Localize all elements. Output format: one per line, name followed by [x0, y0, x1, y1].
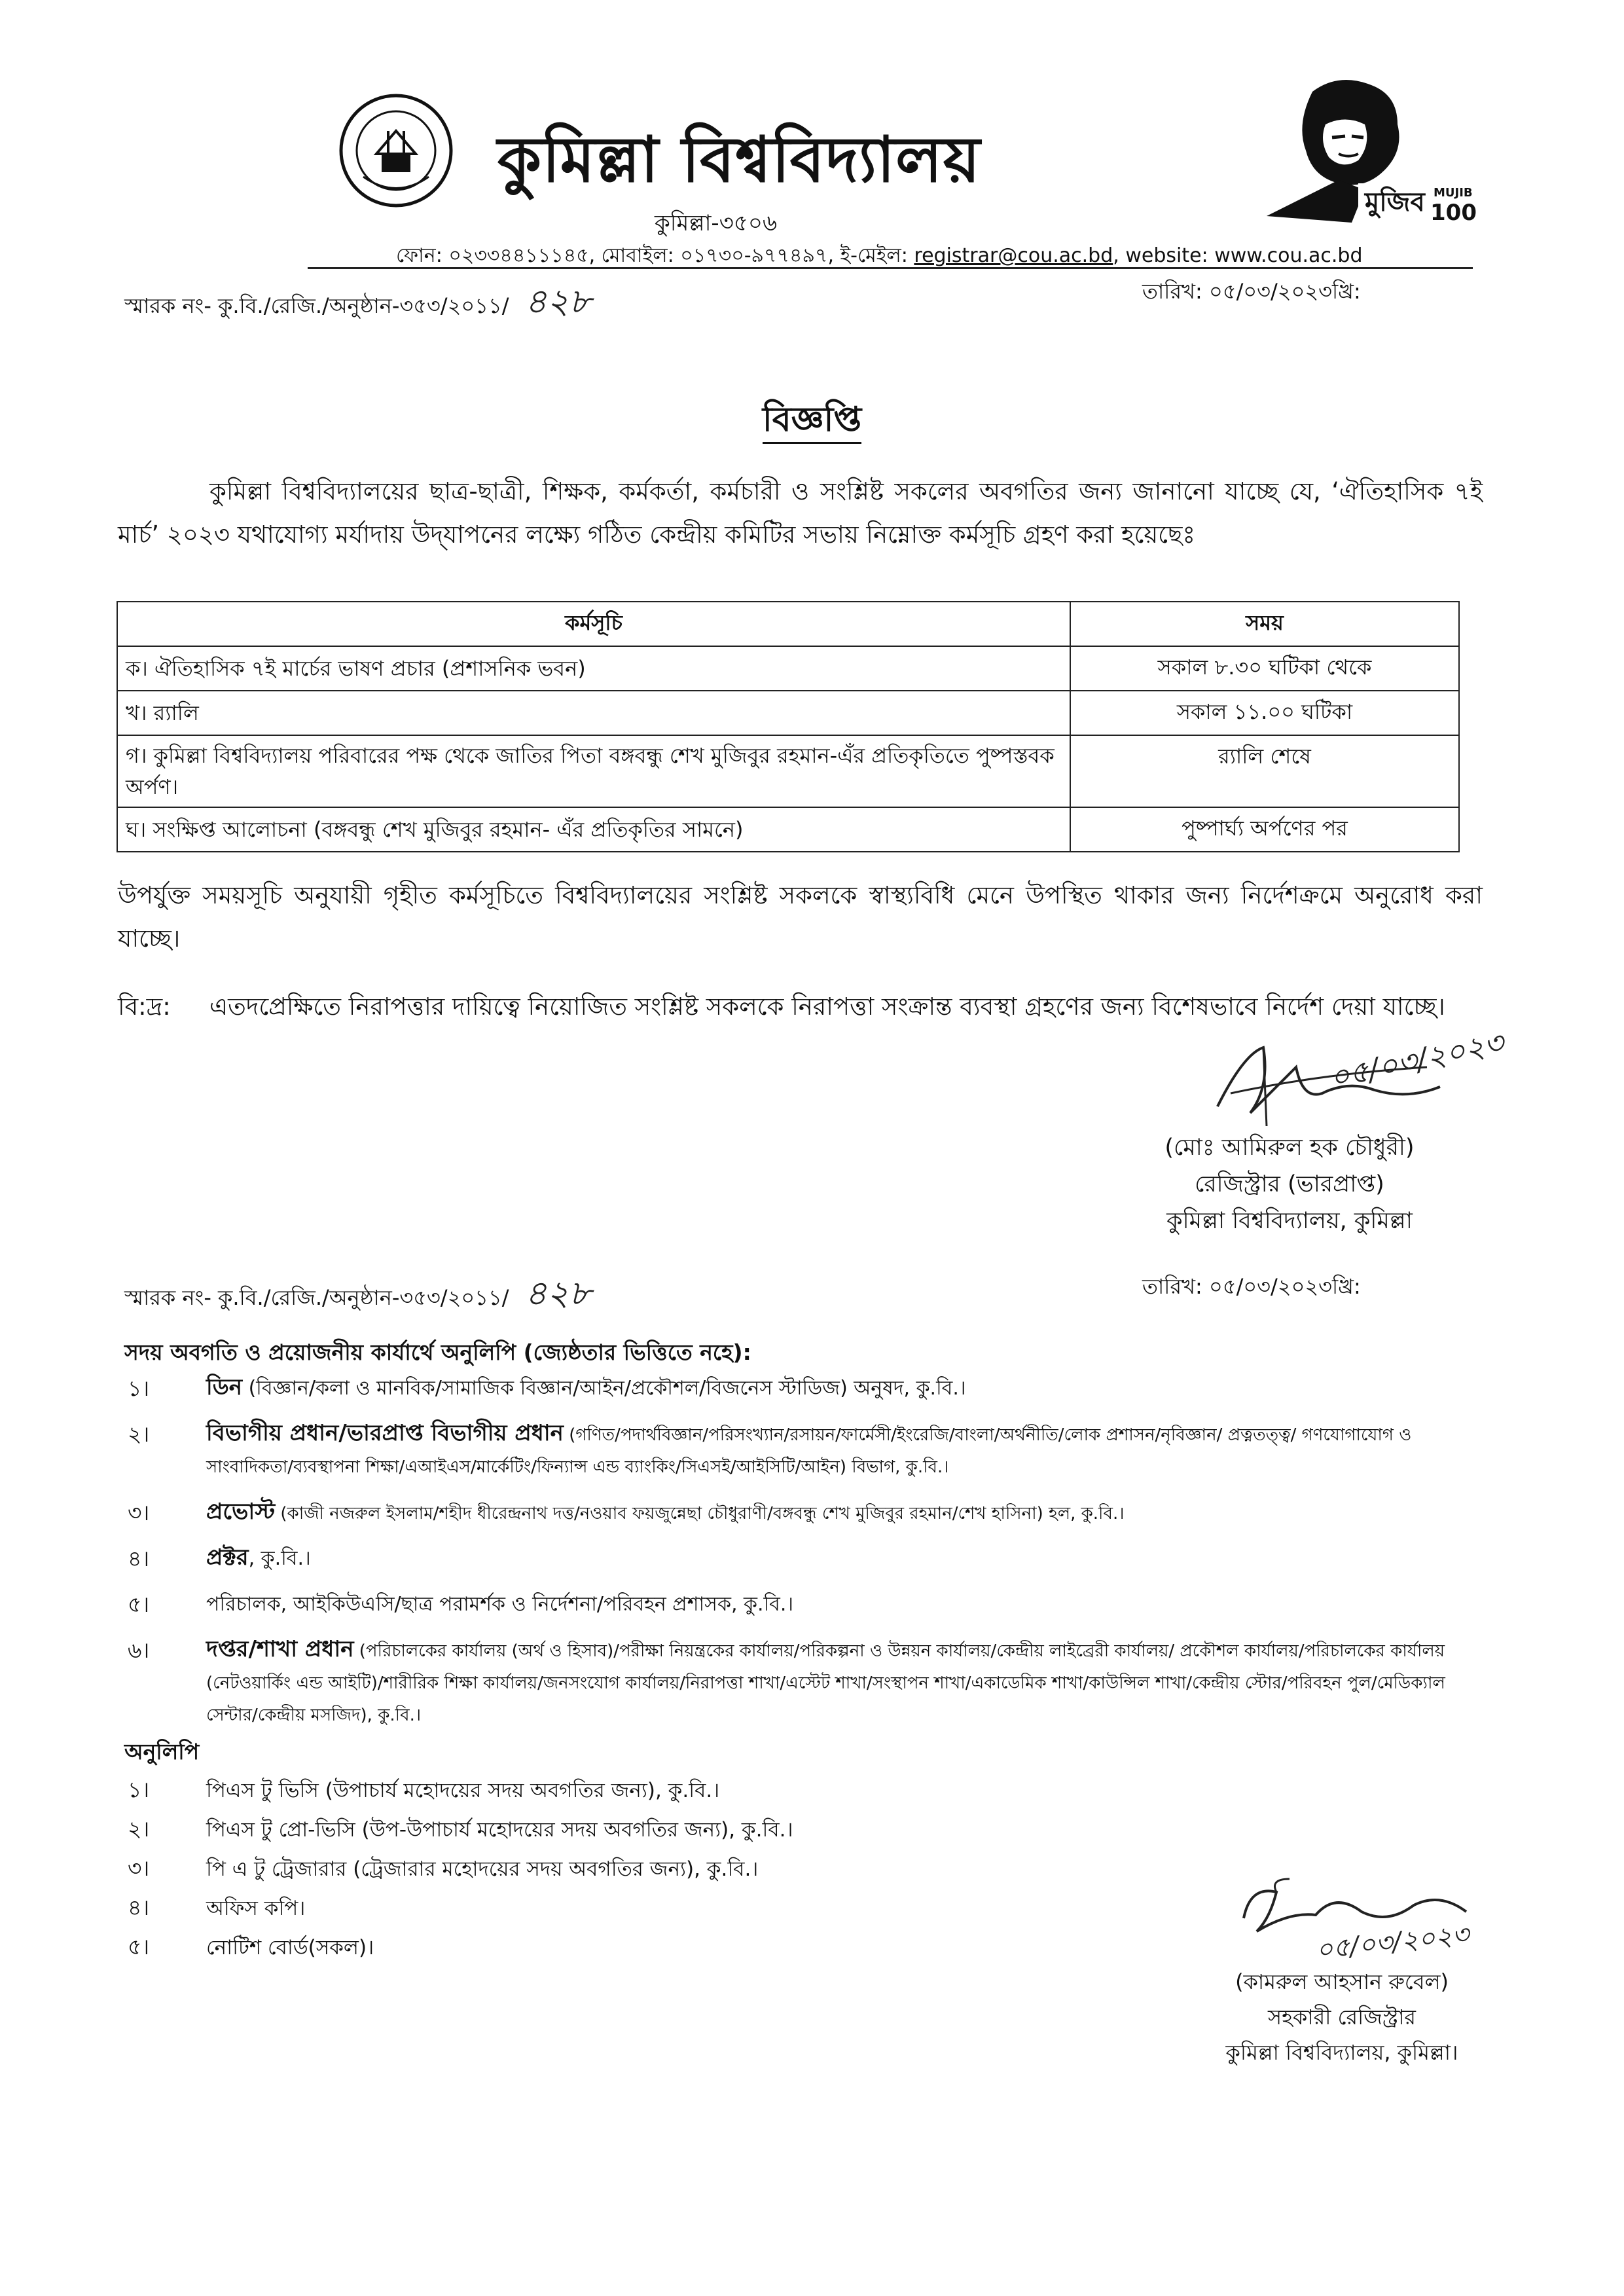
notice-heading-text: বিজ্ঞপ্তি — [763, 400, 861, 444]
signatory-1 — [1106, 1129, 1473, 1239]
table-header-row — [117, 602, 1459, 646]
postal-address: কুমিল্লা-৩৫০৬ — [655, 210, 778, 236]
signatory-2-name: (কামরুল আহসান রুবেল) — [1235, 1969, 1449, 1994]
item-number: ৩। — [128, 1500, 150, 1525]
notice-heading — [0, 393, 1624, 450]
memo-date: তারিখ: ০৫/০৩/২০২৩খ্রি: — [1142, 279, 1361, 304]
distribution-heading: সদয় অবগতি ও প্রয়োজনীয় কার্যার্থে অনুলিপি (জ্যেষ্ঠতার ভিত্তিতে নহে): — [124, 1339, 751, 1365]
program-cell: গ। কুমিল্লা বিশ্ববিদ্যালয় পরিবারের পক্ষ থেকে জাতির পিতা বঙ্গবন্ধু শেখ মুজিবুর রহমান-এঁর প্রতিকৃতিতে পুষ্পস্তবক অর্পণ। — [117, 735, 1070, 807]
signatory-2-office: কুমিল্লা বিশ্ববিদ্যালয়, কুমিল্লা। — [1225, 2040, 1458, 2065]
time-cell: সকাল ১১.০০ ঘটিকা — [1070, 691, 1459, 735]
table-row — [117, 691, 1459, 735]
intro-paragraph: কুমিল্লা বিশ্ববিদ্যালয়ের ছাত্র-ছাত্রী, শিক্ষক, কর্মকর্তা, কর্মচারী ও সংশ্লিষ্ট সকলের অবগতির জন্য জানানো যাচ্ছে যে, ‘ঐতিহাসিক ৭ই মার্চ’ ২০২৩ যথাযোগ্য মর্যাদায় উদ্‌যাপনের লক্ষ্যে গঠিত কেন্দ্রীয় কমিটির সভায় নিম্নোক্ত কর্মসূচি গ্রহণ করা হয়েছেঃ — [118, 477, 1483, 549]
item-bold: দপ্তর/শাখা প্রধান — [206, 1636, 354, 1662]
memo-date-2: তারিখ: ০৫/০৩/২০২৩খ্রি: — [1142, 1274, 1361, 1299]
memo-number — [124, 275, 591, 332]
email-link[interactable]: registrar@cou.ac.bd — [914, 244, 1113, 267]
list-item — [128, 1891, 305, 1927]
item-rest: পরিচালক, আইকিউএসি/ছাত্র পরামর্শক ও নির্দেশনা/পরিবহন প্রশাসক, কু.বি.। — [206, 1593, 794, 1616]
signatory-2-designation: সহকারী রেজিস্ট্রার — [1267, 2005, 1416, 2030]
item-number: ৪। — [128, 1546, 150, 1571]
nb-label: বি:দ্র: — [118, 993, 171, 1021]
distribution-list — [128, 1372, 1479, 1738]
item-bold: ডিন — [206, 1374, 243, 1400]
contact-suffix: , website: www.cou.ac.bd — [1113, 244, 1363, 267]
memo-text-2: স্মারক নং- কু.বি./রেজি./অনুষ্ঠান-৩৫৩/২০১১/ — [124, 1285, 509, 1310]
list-item — [128, 1930, 374, 1967]
item-rest: , কু.বি.। — [248, 1547, 311, 1570]
item-bold: বিভাগীয় প্রধান/ভারপ্রাপ্ত বিভাগীয় প্রধান — [206, 1420, 564, 1446]
signature-date-2: ০৫/০৩/২০২৩ — [1314, 1919, 1471, 1966]
memo-handwritten: ৪২৮ — [524, 282, 591, 321]
item-bold: প্রভোস্ট — [206, 1499, 276, 1525]
signatory-1-name: (মোঃ আমিরুল হক চৌধুরী) — [1164, 1135, 1415, 1161]
time-cell: পুষ্পার্ঘ্য অর্পণের পর — [1070, 807, 1459, 852]
list-item — [128, 1851, 758, 1888]
item-bold: প্রক্টর — [206, 1544, 249, 1571]
program-cell: ক। ঐতিহাসিক ৭ই মার্চের ভাষণ প্রচার (প্রশাসনিক ভবন) — [117, 646, 1070, 691]
item-number: ৬। — [128, 1637, 150, 1663]
list-item — [128, 1812, 793, 1849]
copy-text: পিএস টু ভিসি (উপাচার্য মহোদয়ের সদয় অবগতির জন্য), কু.বি.। — [206, 1779, 720, 1802]
header-program: কর্মসূচি — [117, 602, 1070, 646]
item-rest: (কাজী নজরুল ইসলাম/শহীদ ধীরেন্দ্রনাথ দত্ত/নওয়াব ফয়জুন্নেছা চৌধুরাণী/বঙ্গবন্ধু শেখ মুজিবুর রহমান/শেখ হাসিনা) হল, কু.বি.। — [275, 1504, 1125, 1523]
memo-handwritten-2: ৪২৮ — [524, 1274, 591, 1313]
schedule-table — [117, 601, 1460, 852]
signatory-1-designation: রেজিস্ট্রার (ভারপ্রাপ্ত) — [1195, 1171, 1384, 1197]
copy-number: ৫। — [128, 1934, 150, 1959]
header-time: সময় — [1070, 602, 1459, 646]
list-item — [128, 1773, 719, 1810]
university-logo — [337, 92, 455, 210]
item-rest: (বিজ্ঞান/কলা ও মানবিক/সামাজিক বিজ্ঞান/আইন/প্রকৌশল/বিজনেস স্টাডিজ) অনুষদ, কু.বি.। — [242, 1377, 966, 1400]
program-cell: ঘ। সংক্ষিপ্ত আলোচনা (বঙ্গবন্ধু শেখ মুজিবুর রহমান- এঁর প্রতিকৃতির সামনে) — [117, 807, 1070, 852]
table-row — [117, 807, 1459, 852]
copy-number: ১। — [128, 1777, 150, 1802]
copy-text: পি এ টু ট্রেজারার (ট্রেজারার মহোদয়ের সদয় অবগতির জন্য), কু.বি.। — [206, 1857, 759, 1881]
svg-text:মুজিব: মুজিব — [1365, 187, 1425, 217]
copy-text: নোটিশ বোর্ড(সকল)। — [206, 1936, 374, 1959]
copy-text: অফিস কপি। — [206, 1897, 306, 1920]
item-number: ৫। — [128, 1592, 150, 1617]
university-title: কুমিল্লা বিশ্ববিদ্যালয় — [497, 122, 981, 196]
contact-prefix: ফোন: ০২৩৩৪৪১১১৪৫, মোবাইল: ০১৭৩০-৯৭৭৪৯৭, ই-মেইল: — [396, 244, 914, 267]
item-rest: (গণিত/পদার্থবিজ্ঞান/পরিসংখ্যান/রসায়ন/ফার্মেসী/ইংরেজি/বাংলা/অর্থনীতি/লোক প্রশাসন/নৃবিজ্ঞান/ প্রত্নতত্ত্ব/ গণযোগাযোগ ও সাংবাদিকতা/ব্যবস্থাপনা শিক্ষা/এআইএস/মার্কেটিং/ফিন্যান্স এন্ড ব্যাংকিং/সিএসই/আইসিটি/আইন) বিভাগ, কু.বি.। — [206, 1425, 1412, 1477]
copy-text: পিএস টু প্রো-ভিসি (উপ-উপাচার্য মহোদয়ের সদয় অবগতির জন্য), কু.বি.। — [206, 1818, 793, 1842]
copy-number: ৩। — [128, 1855, 150, 1881]
mujib-borsho-logo — [1267, 65, 1477, 226]
copies-list — [128, 1773, 1110, 1969]
header-rule — [308, 267, 1473, 269]
svg-text:100: 100 — [1430, 200, 1477, 226]
signature-date-1: ০৫/০৩/২০২৩ — [1326, 1024, 1507, 1096]
signatory-1-office: কুমিল্লা বিশ্ববিদ্যালয়, কুমিল্লা — [1166, 1208, 1413, 1234]
signatory-2 — [1185, 1964, 1499, 2070]
svg-text:MUJIB: MUJIB — [1434, 186, 1473, 200]
item-rest: (পরিচালকের কার্যালয় (অর্থ ও হিসাব)/পরীক্ষা নিয়ন্ত্রকের কার্যালয়/পরিকল্পনা ও উন্নয়ন কার্যালয়/কেন্দ্রীয় লাইব্রেরী কার্যালয়/ প্রকৌশল কার্যালয়/পরিচালকের কার্যালয় (নেটওয়ার্কিং এন্ড আইটি)/শারীরিক শিক্ষা কার্যালয়/জনসংযোগ কার্যালয়/নিরাপত্তা শাখা/এস্টেট শাখা/সংস্থাপন শাখা/একাডেমিক শাখা/কাউন্সিল শাখা/কেন্দ্রীয় স্টোর/পরিবহন পুল/মেডিক্যাল সেন্টার/কেন্দ্রীয় মসজিদ), কু.বি.। — [206, 1641, 1445, 1725]
time-cell: সকাল ৮.৩০ ঘটিকা থেকে — [1070, 646, 1459, 691]
item-number: ১। — [128, 1376, 150, 1401]
table-row — [117, 646, 1459, 691]
item-number: ২। — [128, 1421, 150, 1447]
copy-number: ২। — [128, 1816, 150, 1842]
memo-text: স্মারক নং- কু.বি./রেজি./অনুষ্ঠান-৩৫৩/২০১১/ — [124, 293, 509, 318]
closing-paragraph: উপর্যুক্ত সময়সূচি অনুযায়ী গৃহীত কর্মসূচিতে বিশ্ববিদ্যালয়ের সংশ্লিষ্ট সকলকে স্বাস্থ্যবিধি মেনে উপস্থিত থাকার জন্য নির্দেশক্রমে অনুরোধ করা যাচ্ছে। — [118, 881, 1483, 953]
nb-text: এতদপ্রেক্ষিতে নিরাপত্তার দায়িত্বে নিয়োজিত সংশ্লিষ্ট সকলকে নিরাপত্তা সংক্রান্ত ব্যবস্থা গ্রহণের জন্য বিশেষভাবে নির্দেশ দেয়া যাচ্ছে। — [209, 993, 1445, 1021]
memo-number-2 — [124, 1267, 591, 1324]
copy-number: ৪। — [128, 1895, 150, 1920]
table-row — [117, 735, 1459, 807]
program-cell: খ। র‍্যালি — [117, 691, 1070, 735]
time-cell: র‍্যালি শেষে — [1070, 735, 1459, 807]
copies-heading: অনুলিপি — [124, 1739, 200, 1764]
